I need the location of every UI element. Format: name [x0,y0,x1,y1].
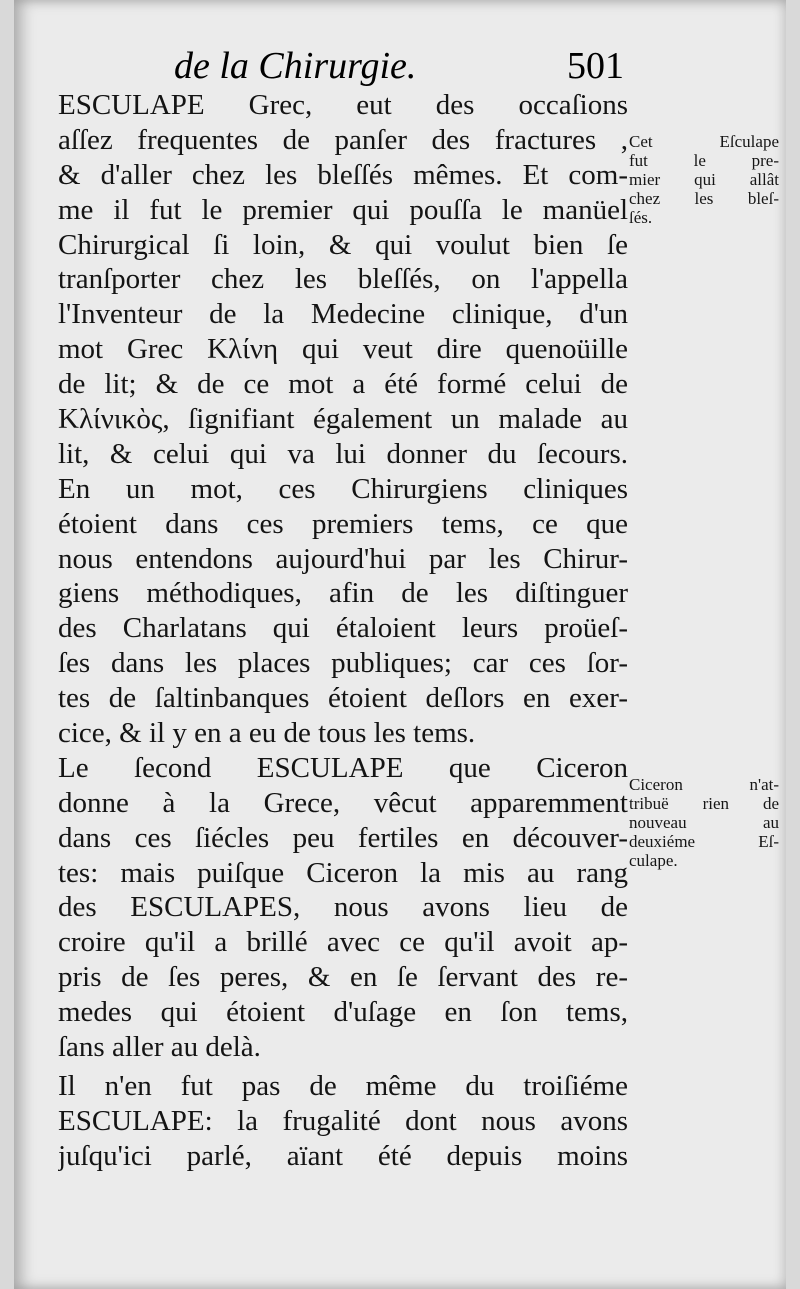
margin-note-line: deuxiéme Eſ- [629,832,779,851]
text-line: giens méthodiques, afin de les diſtinguer [58,577,628,610]
text-line: Il n'en fut pas de même du troiſiéme [58,1069,628,1102]
text-line: donne à la Grece, vêcut apparemment [58,786,628,819]
margin-note-line: Ciceron n'at- [629,775,779,794]
text-line: ESCULAPE: la frugalité dont nous avons [58,1104,628,1137]
text-line: croire qu'il a brillé avec ce qu'il avoit ap- [58,926,628,959]
margin-note [629,132,779,227]
text-line: tes: mais puiſque Ciceron la mis au rang [58,856,628,889]
text-line: lit, & celui qui va lui donner du ſecours. [58,437,628,470]
text-line: juſqu'ici parlé, aïant été depuis moins [58,1139,628,1172]
text-line: des ESCULAPES, nous avons lieu de [58,891,628,924]
book-page [14,0,786,1289]
margin-note-line: nouveau au [629,813,779,832]
text-line: tranſporter chez les bleſſés, on l'appella [58,263,628,296]
margin-note-line: Cet Eſculape [629,132,779,151]
text-line: Le ſecond ESCULAPE que Ciceron [58,751,628,784]
body-text [58,88,628,1174]
text-line: ſes dans les places publiques; car ces ſor- [58,647,628,680]
text-line: pris de ſes peres, & en ſe ſervant des re- [58,961,628,994]
text-line: Chirurgical ſi loin, & qui voulut bien ſe [58,228,628,261]
text-line: ESCULAPE Grec, eut des occaſions [58,89,628,121]
text-line: mot Grec Κλίνη qui veut dire quenoüille [58,333,628,366]
text-line: aſſez frequentes de panſer des fractures , [58,123,628,156]
text-line: de lit; & de ce mot a été formé celui de [58,368,628,401]
text-line: medes qui étoient d'uſage en ſon tems, [58,996,628,1029]
margin-note-line: culape. [629,851,678,870]
page-number: 501 [567,45,624,87]
text-line: Κλίνικὸς, ſignifiant également un malade au [58,403,628,436]
margin-note-line: tribuë rien de [629,794,779,813]
running-header [174,44,624,88]
margin-note-line: mier qui allât [629,170,779,189]
text-line: cice, & il y en a eu de tous les tems. [58,717,476,750]
text-line: nous entendons aujourd'hui par les Chirur- [58,542,628,575]
margin-note-line: chez les bleſ- [629,189,779,208]
text-line: étoient dans ces premiers tems, ce que [58,507,628,540]
text-line: des Charlatans qui étaloient leurs proüeſ- [58,612,628,645]
text-line: me il fut le premier qui pouſſa le manüel [58,193,628,226]
text-line: dans ces ſiécles peu fertiles en découver- [58,821,628,854]
margin-note [629,775,779,870]
text-line: ſans aller au delà. [58,1031,261,1064]
text-line: tes de ſaltinbanques étoient deſlors en exer- [58,682,628,715]
running-title: de la Chirurgie. [174,45,417,87]
margin-note-line: fut le pre- [629,151,779,170]
margin-note-line: ſés. [629,208,653,227]
text-line: l'Inventeur de la Medecine clinique, d'un [58,298,628,331]
text-line: En un mot, ces Chirurgiens cliniques [58,472,628,505]
text-line: & d'aller chez les bleſſés mêmes. Et com- [58,158,628,191]
